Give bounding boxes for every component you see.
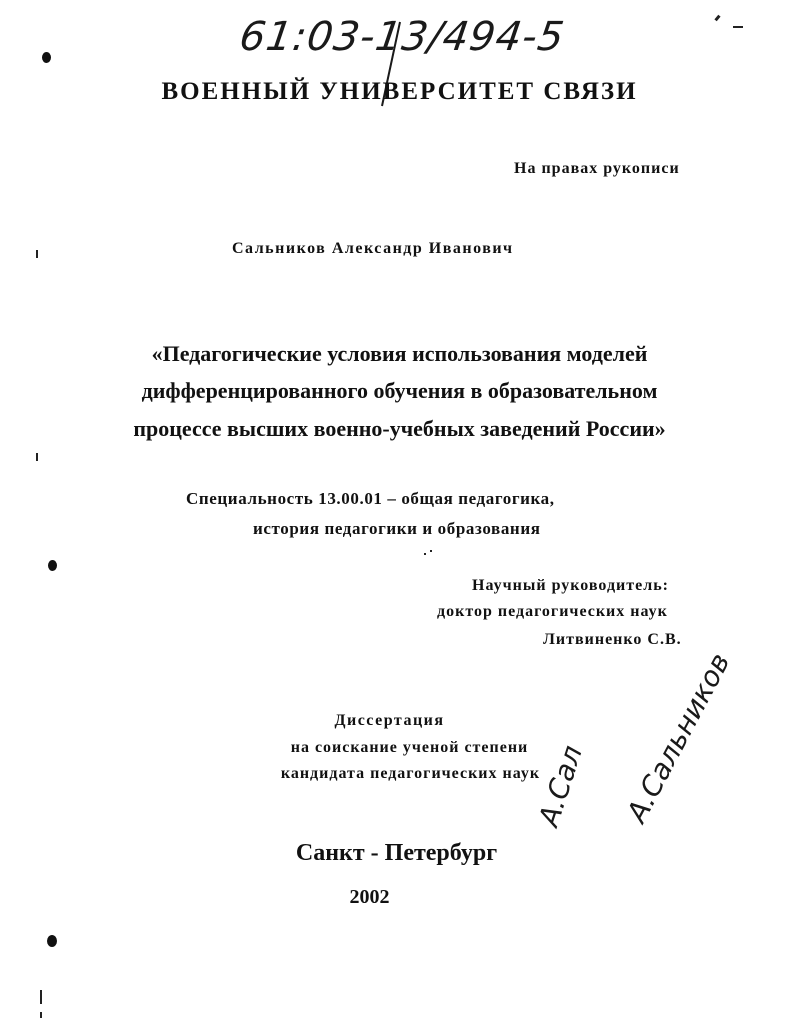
thesis-title-line-1: «Педагогические условия использования моделей — [151, 341, 648, 366]
archive-code: 61:03-13/494-5 — [236, 14, 568, 60]
scan-mark — [430, 550, 432, 552]
scan-mark — [424, 553, 426, 555]
scan-mark — [36, 250, 38, 258]
specialty-line-2: история педагогики и образования — [253, 519, 541, 538]
scan-mark — [40, 1012, 42, 1018]
city: Санкт - Петербург — [295, 840, 498, 866]
signature-full: А.Сальников — [620, 647, 737, 828]
scan-mark — [40, 990, 42, 1004]
dissertation-label: Диссертация — [334, 712, 445, 729]
university-name: ВОЕННЫЙ УНИВЕРСИТЕТ СВЯЗИ — [161, 78, 638, 105]
author-name: Сальников Александр Иванович — [232, 240, 514, 257]
year: 2002 — [349, 886, 390, 908]
scan-mark — [714, 15, 720, 22]
scan-mark — [36, 453, 38, 461]
dissertation-degree-line-1: на соискание ученой степени — [290, 739, 529, 756]
scan-mark — [47, 935, 57, 947]
scan-mark — [42, 52, 51, 63]
advisor-label: Научный руководитель: — [472, 577, 669, 594]
manuscript-note: На правах рукописи — [514, 160, 680, 177]
scan-mark — [733, 26, 743, 28]
thesis-title-line-2: дифференцированного обучения в образовательном — [141, 378, 658, 403]
advisor-degree: доктор педагогических наук — [437, 603, 668, 620]
thesis-title-line-3: процессе высших военно-учебных заведений России» — [133, 416, 666, 441]
dissertation-degree-line-2: кандидата педагогических наук — [280, 765, 541, 782]
signature-short: А.Сал — [532, 741, 589, 831]
scan-mark — [48, 560, 57, 571]
specialty-line-1: Специальность 13.00.01 – общая педагогика, — [186, 489, 555, 508]
advisor-name: Литвиненко С.В. — [543, 631, 682, 648]
